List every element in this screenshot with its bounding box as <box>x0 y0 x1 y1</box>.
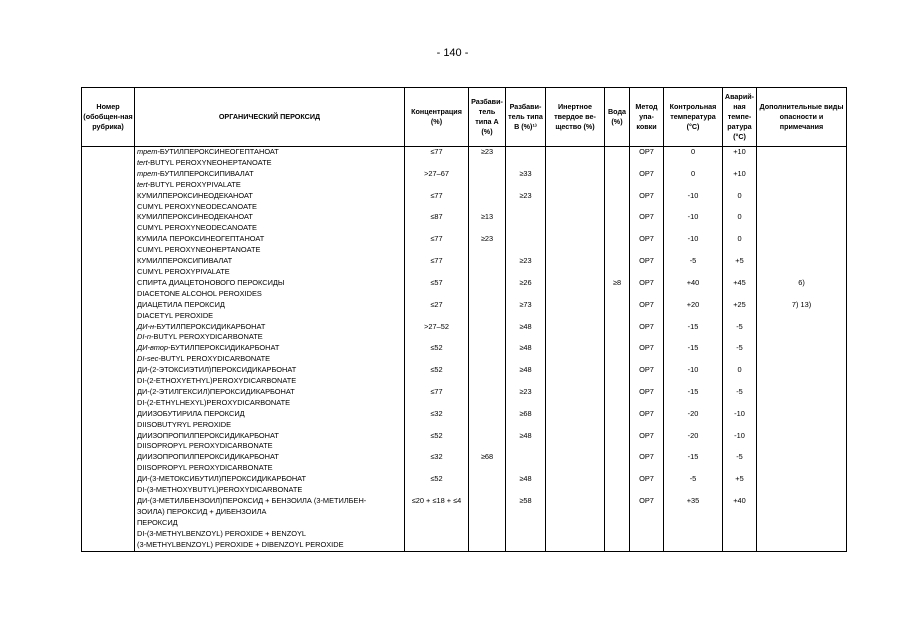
diluent-a-cell: ≥23 <box>469 234 506 256</box>
number-cell <box>82 431 135 453</box>
packing-method-cell: OP7 <box>630 191 664 213</box>
table-row <box>82 234 847 256</box>
packing-method-cell: OP7 <box>630 300 664 322</box>
number-cell <box>82 212 135 234</box>
number-cell <box>82 387 135 409</box>
russian-name <box>137 191 402 202</box>
diluent-a-cell <box>469 322 506 344</box>
diluent-b-cell: ≥68 <box>506 409 546 431</box>
concentration-cell: ≤27 <box>405 300 469 322</box>
control-temp-cell: -15 <box>664 343 723 365</box>
header-hazards: Дополнительные виды опасности и примечания <box>757 88 847 147</box>
diluent-b-cell: ≥23 <box>506 387 546 409</box>
russian-name-text: БУТИЛПЕРОКСИДИКАРБОНАТ <box>156 321 266 331</box>
english-name <box>137 180 402 191</box>
hazards-notes-cell: 6) <box>757 278 847 300</box>
russian-name-text: ДИ-(3-МЕТОКСИБУТИЛ)ПЕРОКСИДИКАРБОНАТ <box>137 474 307 484</box>
inert-solid-cell <box>546 474 605 496</box>
inert-solid-cell <box>546 212 605 234</box>
hazards-notes-cell <box>757 387 847 409</box>
control-temp-cell: -15 <box>664 322 723 344</box>
english-name-text: CUMYL PEROXYNEODECANOATE <box>137 223 257 233</box>
english-name <box>137 398 402 409</box>
hazards-notes-cell <box>757 431 847 453</box>
diluent-b-cell: ≥26 <box>506 278 546 300</box>
emergency-temp-cell: +10 <box>723 147 757 169</box>
english-name <box>137 332 402 343</box>
control-temp-cell: +40 <box>664 278 723 300</box>
russian-name-text: ДИАЦЕТИЛА ПЕРОКСИД <box>137 299 225 309</box>
russian-name-prefix: ДИ-втор- <box>137 343 171 353</box>
emergency-temp-cell: +40 <box>723 496 757 551</box>
diluent-a-cell: ≥13 <box>469 212 506 234</box>
english-name-text: CUMYL PEROXYNEODECANOATE <box>137 201 257 211</box>
russian-name <box>137 212 402 223</box>
diluent-b-cell: ≥33 <box>506 169 546 191</box>
table-row <box>82 278 847 300</box>
russian-name-line: ПЕРОКСИД <box>137 517 178 527</box>
packing-method-cell: OP7 <box>630 278 664 300</box>
emergency-temp-cell: -5 <box>723 322 757 344</box>
russian-name-text: КУМИЛА ПЕРОКСИНЕОГЕПТАНОАТ <box>137 234 265 244</box>
concentration-cell: ≤32 <box>405 409 469 431</box>
peroxide-name-cell <box>135 147 405 169</box>
control-temp-cell: 0 <box>664 169 723 191</box>
russian-name-line: ДИ-(3-МЕТИЛБЕНЗОИЛ)ПЕРОКСИД + БЕНЗОИЛА (3-МЕТИЛБЕН- <box>137 496 367 505</box>
header-peroxide: ОРГАНИЧЕСКИЙ ПЕРОКСИД <box>135 88 405 147</box>
organic-peroxides-table <box>81 87 847 552</box>
control-temp-cell: -10 <box>664 212 723 234</box>
packing-method-cell: OP7 <box>630 234 664 256</box>
hazards-notes-cell <box>757 212 847 234</box>
packing-method-cell: OP7 <box>630 212 664 234</box>
inert-solid-cell <box>546 452 605 474</box>
packing-method-cell: OP7 <box>630 409 664 431</box>
number-cell <box>82 496 135 551</box>
number-cell <box>82 365 135 387</box>
diluent-a-cell <box>469 343 506 365</box>
russian-name <box>137 322 402 333</box>
diluent-a-cell <box>469 496 506 551</box>
diluent-a-cell: ≥68 <box>469 452 506 474</box>
russian-name <box>137 300 402 311</box>
russian-name-text: КУМИЛПЕРОКСИНЕОДЕКАНОАТ <box>137 212 253 222</box>
concentration-cell: >27–67 <box>405 169 469 191</box>
russian-name <box>137 147 402 158</box>
table-row <box>82 474 847 496</box>
russian-name <box>137 474 402 485</box>
table-row <box>82 387 847 409</box>
packing-method-cell: OP7 <box>630 256 664 278</box>
russian-name <box>137 431 402 442</box>
inert-solid-cell <box>546 256 605 278</box>
packing-method-cell: OP7 <box>630 169 664 191</box>
concentration-cell: ≤20 + ≤18 + ≤4 <box>405 496 469 551</box>
peroxide-name-cell <box>135 365 405 387</box>
packing-method-cell: OP7 <box>630 474 664 496</box>
packing-method-cell: OP7 <box>630 365 664 387</box>
hazards-notes-cell <box>757 169 847 191</box>
russian-name-text: СПИРТА ДИАЦЕТОНОВОГО ПЕРОКСИДЫ <box>137 277 285 287</box>
concentration-cell: ≤77 <box>405 256 469 278</box>
inert-solid-cell <box>546 496 605 551</box>
diluent-a-cell <box>469 169 506 191</box>
table-row <box>82 300 847 322</box>
header-number: Номер (обобщен-ная рубрика) <box>82 88 135 147</box>
english-name-line: DI-(3-METHYLBENZOYL) PEROXIDE + BENZOYL <box>137 528 306 538</box>
english-name-text: DIACETYL PEROXIDE <box>137 310 214 320</box>
table-row <box>82 322 847 344</box>
russian-name <box>137 278 402 289</box>
number-cell <box>82 452 135 474</box>
english-name <box>137 463 402 474</box>
number-cell <box>82 343 135 365</box>
emergency-temp-cell: +10 <box>723 169 757 191</box>
emergency-temp-cell: +5 <box>723 256 757 278</box>
control-temp-cell: +20 <box>664 300 723 322</box>
english-name <box>137 289 402 300</box>
table-row <box>82 212 847 234</box>
hazards-notes-cell <box>757 234 847 256</box>
russian-name-text: БУТИЛПЕРОКСИПИВАЛАТ <box>159 168 254 178</box>
english-name-text: DIISOPROPYL PEROXYDICARBONATE <box>137 441 273 451</box>
peroxide-name-cell <box>135 234 405 256</box>
concentration-cell: ≤77 <box>405 191 469 213</box>
water-cell: ≥8 <box>605 278 630 300</box>
inert-solid-cell <box>546 169 605 191</box>
packing-method-cell: OP7 <box>630 322 664 344</box>
hazards-notes-cell <box>757 365 847 387</box>
water-cell <box>605 365 630 387</box>
control-temp-cell: -20 <box>664 409 723 431</box>
inert-solid-cell <box>546 322 605 344</box>
inert-solid-cell <box>546 234 605 256</box>
water-cell <box>605 431 630 453</box>
emergency-temp-cell: 0 <box>723 212 757 234</box>
concentration-cell: ≤52 <box>405 474 469 496</box>
peroxide-name-cell <box>135 409 405 431</box>
control-temp-cell: -10 <box>664 365 723 387</box>
diluent-a-cell <box>469 387 506 409</box>
table-row <box>82 452 847 474</box>
control-temp-cell: 0 <box>664 147 723 169</box>
diluent-b-cell: ≥48 <box>506 474 546 496</box>
diluent-a-cell <box>469 474 506 496</box>
diluent-a-cell <box>469 278 506 300</box>
peroxide-name-cell <box>135 191 405 213</box>
english-name-text: BUTYL PEROXYNEOHEPTANOATE <box>150 157 272 167</box>
english-name-prefix: DI-n- <box>137 332 154 342</box>
peroxide-name-cell <box>135 212 405 234</box>
english-name <box>137 485 402 496</box>
inert-solid-cell <box>546 147 605 169</box>
english-name-text: DIACETONE ALCOHOL PEROXIDES <box>137 288 262 298</box>
number-cell <box>82 322 135 344</box>
russian-name-text: БУТИЛПЕРОКСИНЕОГЕПТАНОАТ <box>159 147 279 156</box>
water-cell <box>605 212 630 234</box>
diluent-a-cell <box>469 431 506 453</box>
number-cell <box>82 234 135 256</box>
diluent-b-cell: ≥48 <box>506 431 546 453</box>
table-row <box>82 496 847 551</box>
russian-name <box>137 409 402 420</box>
control-temp-cell: -10 <box>664 191 723 213</box>
control-temp-cell: -15 <box>664 452 723 474</box>
concentration-cell: ≤77 <box>405 387 469 409</box>
header-concentration: Концентрация (%) <box>405 88 469 147</box>
hazards-notes-cell <box>757 409 847 431</box>
packing-method-cell: OP7 <box>630 387 664 409</box>
header-diluent-b: Разбави-тель типа В (%)¹⁾ <box>506 88 546 147</box>
control-temp-cell: -5 <box>664 256 723 278</box>
diluent-b-cell <box>506 234 546 256</box>
english-name-text: CUMYL PEROXYNEOHEPTANOATE <box>137 245 261 255</box>
diluent-a-cell <box>469 256 506 278</box>
russian-name-text: ДИ-(2-ЭТОКСИЭТИЛ)ПЕРОКСИДИКАРБОНАТ <box>137 365 297 375</box>
control-temp-cell: -5 <box>664 474 723 496</box>
number-cell <box>82 409 135 431</box>
number-cell <box>82 300 135 322</box>
concentration-cell: ≤52 <box>405 343 469 365</box>
inert-solid-cell <box>546 278 605 300</box>
peroxide-name-cell <box>135 343 405 365</box>
concentration-cell: ≤57 <box>405 278 469 300</box>
russian-name <box>137 169 402 180</box>
hazards-notes-cell <box>757 496 847 551</box>
russian-name <box>137 365 402 376</box>
inert-solid-cell <box>546 343 605 365</box>
page-number: - 140 - <box>436 47 469 59</box>
concentration-cell: ≤52 <box>405 365 469 387</box>
english-name <box>137 354 402 365</box>
russian-name <box>137 343 402 354</box>
english-name-prefix: tert- <box>137 179 151 189</box>
english-name-text: DI-(2-ETHOXYETHYL)PEROXYDICARBONATE <box>137 376 297 386</box>
peroxide-name-cell <box>135 474 405 496</box>
russian-name-text: ДИИЗОБУТИРИЛА ПЕРОКСИД <box>137 408 245 418</box>
english-name-text: BUTYL PEROXYPIVALATE <box>150 179 241 189</box>
hazards-notes-cell <box>757 191 847 213</box>
concentration-cell: ≤77 <box>405 147 469 169</box>
peroxide-name-cell <box>135 431 405 453</box>
water-cell <box>605 300 630 322</box>
packing-method-cell: OP7 <box>630 496 664 551</box>
water-cell <box>605 234 630 256</box>
diluent-b-cell: ≥58 <box>506 496 546 551</box>
english-name <box>137 223 402 234</box>
english-name <box>137 202 402 213</box>
water-cell <box>605 387 630 409</box>
concentration-cell: ≤87 <box>405 212 469 234</box>
table-row <box>82 169 847 191</box>
concentration-cell: ≤77 <box>405 234 469 256</box>
hazards-notes-cell <box>757 147 847 169</box>
water-cell <box>605 191 630 213</box>
table-header-row <box>82 88 847 147</box>
diluent-b-cell <box>506 147 546 169</box>
peroxide-name-cell <box>135 300 405 322</box>
control-temp-cell: +35 <box>664 496 723 551</box>
english-name-text: DI-(3-METHOXYBUTYL)PEROXYDICARBONATE <box>137 485 303 495</box>
inert-solid-cell <box>546 300 605 322</box>
russian-name-text: ДИИЗОПРОПИЛПЕРОКСИДИКАРБОНАТ <box>137 452 279 462</box>
packing-method-cell: OP7 <box>630 452 664 474</box>
emergency-temp-cell: 0 <box>723 234 757 256</box>
english-name-text: BUTYL PEROXYDICARBONATE <box>153 332 263 342</box>
peroxide-name-cell <box>135 256 405 278</box>
english-name <box>137 158 402 169</box>
emergency-temp-cell: +5 <box>723 474 757 496</box>
russian-name-text: ДИИЗОПРОПИЛПЕРОКСИДИКАРБОНАТ <box>137 430 279 440</box>
inert-solid-cell <box>546 191 605 213</box>
table-row <box>82 256 847 278</box>
water-cell <box>605 474 630 496</box>
inert-solid-cell <box>546 365 605 387</box>
peroxide-name-cell <box>135 278 405 300</box>
inert-solid-cell <box>546 409 605 431</box>
hazards-notes-cell <box>757 322 847 344</box>
packing-method-cell: OP7 <box>630 343 664 365</box>
control-temp-cell: -15 <box>664 387 723 409</box>
russian-name-line: ЗОИЛА) ПЕРОКСИД + ДИБЕНЗОИЛА <box>137 506 267 516</box>
russian-name <box>137 452 402 463</box>
english-name-text: DIISOBUTYRYL PEROXIDE <box>137 419 232 429</box>
russian-name-text: ДИ-(2-ЭТИЛГЕКСИЛ)ПЕРОКСИДИКАРБОНАТ <box>137 386 295 396</box>
number-cell <box>82 191 135 213</box>
diluent-b-cell: ≥73 <box>506 300 546 322</box>
english-name-line: (3-METHYLBENZOYL) PEROXIDE + DIBENZOYL PEROXIDE <box>137 539 344 549</box>
russian-name-text: КУМИЛПЕРОКСИПИВАЛАТ <box>137 256 233 266</box>
english-name-text: DIISOPROPYL PEROXYDICARBONATE <box>137 463 273 473</box>
table-row <box>82 409 847 431</box>
emergency-temp-cell: 0 <box>723 191 757 213</box>
emergency-temp-cell: +45 <box>723 278 757 300</box>
water-cell <box>605 322 630 344</box>
english-name <box>137 420 402 431</box>
diluent-b-cell: ≥48 <box>506 322 546 344</box>
control-temp-cell: -20 <box>664 431 723 453</box>
header-inert-solid: Инертное твердое ве-щество (%) <box>546 88 605 147</box>
diluent-b-cell: ≥23 <box>506 256 546 278</box>
russian-name-prefix: ДИ-н- <box>137 321 157 331</box>
russian-name <box>137 256 402 267</box>
water-cell <box>605 147 630 169</box>
header-control-temp: Контрольная температура (°C) <box>664 88 723 147</box>
packing-method-cell: OP7 <box>630 431 664 453</box>
concentration-cell: ≤52 <box>405 431 469 453</box>
table-row <box>82 343 847 365</box>
english-name <box>137 245 402 256</box>
english-name-text: BUTYL PEROXYDICARBONATE <box>160 354 271 364</box>
diluent-b-cell: ≥48 <box>506 343 546 365</box>
english-name <box>137 311 402 322</box>
header-packing: Метод упа-ковки <box>630 88 664 147</box>
table-row <box>82 431 847 453</box>
english-name <box>137 376 402 387</box>
peroxide-name-cell <box>135 169 405 191</box>
english-name-prefix: DI-sec- <box>137 354 161 364</box>
emergency-temp-cell: -10 <box>723 409 757 431</box>
header-emergency-temp: Аварий-ная темпе-ратура (°C) <box>723 88 757 147</box>
concentration-cell: >27–52 <box>405 322 469 344</box>
packing-method-cell: OP7 <box>630 147 664 169</box>
table-row <box>82 147 847 169</box>
water-cell <box>605 496 630 551</box>
concentration-cell: ≤32 <box>405 452 469 474</box>
english-name-text: DI-(2-ETHYLHEXYL)PEROXYDICARBONATE <box>137 397 291 407</box>
peroxide-name-cell <box>135 496 405 551</box>
diluent-a-cell <box>469 191 506 213</box>
inert-solid-cell <box>546 387 605 409</box>
header-diluent-a: Разбави-тель типа А (%) <box>469 88 506 147</box>
english-name <box>137 267 402 278</box>
peroxide-name-cell <box>135 452 405 474</box>
diluent-a-cell: ≥23 <box>469 147 506 169</box>
peroxide-name-cell <box>135 387 405 409</box>
number-cell <box>82 474 135 496</box>
english-name-text: CUMYL PEROXYPIVALATE <box>137 266 230 276</box>
water-cell <box>605 409 630 431</box>
russian-name-text: БУТИЛПЕРОКСИДИКАРБОНАТ <box>170 343 280 353</box>
diluent-b-cell: ≥23 <box>506 191 546 213</box>
water-cell <box>605 169 630 191</box>
inert-solid-cell <box>546 431 605 453</box>
peroxide-name-cell <box>135 322 405 344</box>
emergency-temp-cell: -5 <box>723 452 757 474</box>
number-cell <box>82 256 135 278</box>
hazards-notes-cell: 7) 13) <box>757 300 847 322</box>
diluent-b-cell: ≥48 <box>506 365 546 387</box>
hazards-notes-cell <box>757 474 847 496</box>
number-cell <box>82 169 135 191</box>
emergency-temp-cell: -5 <box>723 387 757 409</box>
header-water: Вода (%) <box>605 88 630 147</box>
hazards-notes-cell <box>757 256 847 278</box>
russian-name <box>137 387 402 398</box>
table-row <box>82 191 847 213</box>
english-name <box>137 441 402 452</box>
number-cell <box>82 278 135 300</box>
emergency-temp-cell: 0 <box>723 365 757 387</box>
diluent-a-cell <box>469 365 506 387</box>
english-name-prefix: tert- <box>137 157 151 167</box>
hazards-notes-cell <box>757 343 847 365</box>
number-cell <box>82 147 135 169</box>
emergency-temp-cell: -10 <box>723 431 757 453</box>
diluent-a-cell <box>469 300 506 322</box>
emergency-temp-cell: +25 <box>723 300 757 322</box>
water-cell <box>605 256 630 278</box>
hazards-notes-cell <box>757 452 847 474</box>
water-cell <box>605 343 630 365</box>
emergency-temp-cell: -5 <box>723 343 757 365</box>
russian-name-prefix: трет- <box>137 147 160 156</box>
diluent-a-cell <box>469 409 506 431</box>
russian-name <box>137 234 402 245</box>
table-row <box>82 365 847 387</box>
control-temp-cell: -10 <box>664 234 723 256</box>
diluent-b-cell <box>506 452 546 474</box>
diluent-b-cell <box>506 212 546 234</box>
russian-name-prefix: трет- <box>137 168 160 178</box>
water-cell <box>605 452 630 474</box>
russian-name-text: КУМИЛПЕРОКСИНЕОДЕКАНОАТ <box>137 190 253 200</box>
